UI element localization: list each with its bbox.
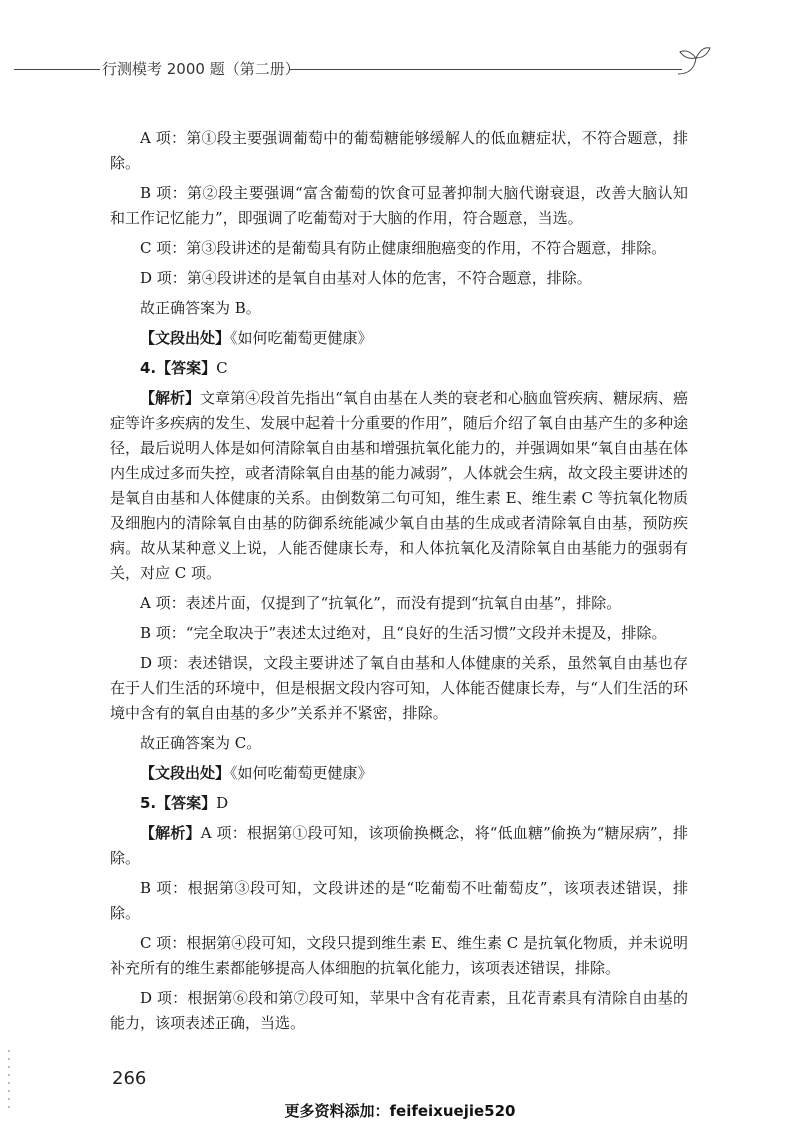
analysis-paragraph: 【解析】A 项：根据第①段可知，该项偷换概念，将“低血糖”偷换为“糖尿病”，排除。	[110, 824, 688, 867]
paragraph: D 项：根据第⑥段和第⑦段可知，苹果中含有花青素，且花青素具有清除自由基的能力，该项表述正确，当选。	[110, 989, 688, 1032]
paragraph: B 项：第②段主要强调“富含葡萄的饮食可显著抑制大脑代谢衰退，改善大脑认知和工作记忆能力”，即强调了吃葡萄对于大脑的作用，符合题意，当选。	[110, 184, 688, 227]
header-rule-right	[290, 69, 682, 70]
paragraph: 故正确答案为 C。	[140, 734, 262, 752]
paragraph: 故正确答案为 B。	[140, 299, 261, 317]
sprout-icon	[676, 44, 712, 76]
source-line: 【文段出处】《如何吃葡萄更健康》	[140, 764, 373, 782]
paragraph: D 项：表述错误，文段主要讲述了氧自由基和人体健康的关系，虽然氧自由基也存在于人们生活的环境中，但是根据文段内容可知，人体能否健康长寿，与“人们生活的环境中含有的氧自由基的多少”关系并不紧密，排除。	[110, 654, 688, 722]
paragraph: C 项：第③段讲述的是葡萄具有防止健康细胞癌变的作用，不符合题意，排除。	[140, 239, 667, 257]
paragraph: B 项：“完全取决于”表述太过绝对，且“良好的生活习惯”文段并未提及，排除。	[140, 624, 667, 642]
answer-line: 4.【答案】C	[140, 359, 228, 377]
book-title: 行测模考 2000 题（第二册）	[102, 60, 300, 78]
analysis-paragraph: 【解析】文章第④段首先指出“氧自由基在人类的衰老和心脑血管疾病、糖尿病、癌症等许多疾病的发生、发展中起着十分重要的作用”，随后介绍了氧自由基产生的多种途径，最后说明人体是如何清除氧自由基和增强抗氧化能力的，并强调如果“氧自由基在体内生成过多而失控，或者清除氧自由基的能力减弱”，人体就会生病，故文段主要讲述的是氧自由基和人体健康的关系。由倒数第二句可知，维生素 E、维生素 C 等抗氧化物质及细胞内的清除氧自由基的防御系统能减少氧自由基的生成或者清除氧自由基，预防疾病。故从某种意义上说，人能否健康长寿，和人体抗氧化及清除氧自由基能力的强弱有关，对应 C 项。	[110, 389, 688, 582]
answer-explanations	[110, 126, 688, 1041]
paragraph: D 项：第④段讲述的是氧自由基对人体的危害，不符合题意，排除。	[140, 269, 592, 287]
paragraph: B 项：根据第③段可知，文段讲述的是“吃葡萄不吐葡萄皮”，该项表述错误，排除。	[110, 879, 688, 922]
footer-note: 更多资料添加：feifeixuejie520	[284, 1102, 516, 1120]
answer-line: 5.【答案】D	[140, 794, 229, 812]
page-number: 266	[112, 1068, 147, 1089]
paragraph: C 项：根据第④段可知，文段只提到维生素 E、维生素 C 是抗氧化物质，并未说明补充所有的维生素都能够提高人体细胞的抗氧化能力，该项表述错误，排除。	[110, 934, 688, 977]
paragraph: A 项：第①段主要强调葡萄中的葡萄糖能够缓解人的低血糖症状，不符合题意，排除。	[110, 129, 688, 172]
page-header	[0, 50, 800, 90]
header-rule-left	[14, 69, 100, 70]
paragraph: A 项：表述片面，仅提到了“抗氧化”，而没有提到“抗氧自由基”，排除。	[140, 594, 622, 612]
source-line: 【文段出处】《如何吃葡萄更健康》	[140, 329, 373, 347]
